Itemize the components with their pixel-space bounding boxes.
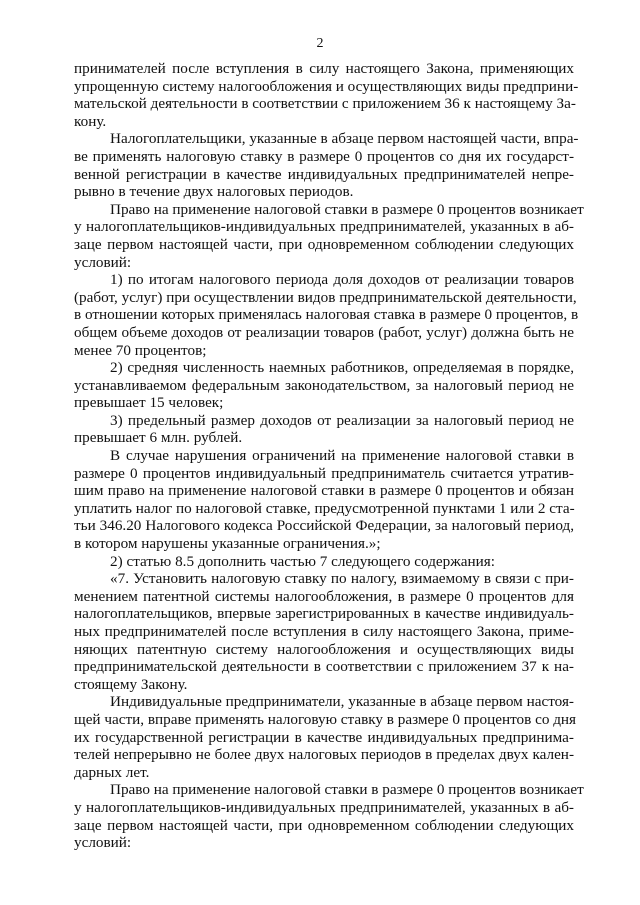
text-line: венной регистрации в качестве индивидуальных предпринимателей непре- bbox=[74, 165, 574, 183]
text-line: «7. Установить налоговую ставку по налогу, взимаемому в связи с при- bbox=[110, 570, 574, 588]
text-line: Право на применение налоговой ставки в размере 0 процентов возникает bbox=[110, 200, 584, 218]
text-line: предпринимательской деятельности в соответствии с приложением 37 к на- bbox=[74, 658, 574, 676]
text-line: (работ, услуг) при осуществлении видов предпринимательской деятельности, bbox=[74, 288, 577, 306]
text-line: 1) по итогам налогового периода доля доходов от реализации товаров bbox=[110, 271, 574, 289]
text-line: 2) статью 8.5 дополнить частью 7 следующего содержания: bbox=[110, 552, 495, 570]
text-line: 2) средняя численность наемных работников, определяемая в порядке, bbox=[110, 359, 574, 377]
page-number: 2 bbox=[316, 36, 324, 51]
text-line: у налогоплательщиков-индивидуальных предпринимателей, указанных в аб- bbox=[74, 798, 574, 816]
text-line: их государственной регистрации в качестве индивидуальных предпринима- bbox=[74, 728, 574, 746]
text-line: мательской деятельности в соответствии с приложением 36 к настоящему За- bbox=[74, 95, 576, 113]
text-line: заце первом настоящей части, при одновременном соблюдении следующих bbox=[74, 816, 574, 834]
text-line: ных предпринимателей после вступления в силу настоящего Закона, приме- bbox=[74, 623, 574, 640]
text-line: телей непрерывно не более двух налоговых периодов в пределах двух кален- bbox=[74, 746, 574, 764]
text-line: принимателей после вступления в силу настоящего Закона, применяющих bbox=[74, 60, 574, 77]
text-line: у налогоплательщиков-индивидуальных предпринимателей, указанных в аб- bbox=[74, 218, 574, 236]
text-line: стоящему Закону. bbox=[74, 675, 188, 693]
text-line: рывно в течение двух налоговых периодов. bbox=[74, 183, 354, 201]
text-line: тьи 346.20 Налогового кодекса Российской Федерации, за налоговый период, bbox=[74, 517, 574, 535]
text-line: ве применять налоговую ставку в размере 0 процентов со дня их государст- bbox=[74, 147, 574, 165]
text-line: менением патентной системы налогообложения, в размере 0 процентов для bbox=[74, 587, 574, 605]
text-line: менее 70 процентов; bbox=[74, 341, 207, 359]
text-line: кону. bbox=[74, 112, 107, 130]
text-line: Право на применение налоговой ставки в размере 0 процентов возникает bbox=[110, 781, 584, 799]
text-line: щей части, вправе применять налоговую ставку в размере 0 процентов со дня bbox=[74, 710, 577, 728]
text-line: дарных лет. bbox=[74, 763, 150, 781]
document-body bbox=[74, 60, 584, 852]
text-line: налогоплательщиков, впервые зарегистрированных в качестве индивидуаль- bbox=[74, 605, 574, 623]
text-line: превышает 6 млн. рублей. bbox=[74, 429, 243, 447]
text-line: Индивидуальные предприниматели, указанные в абзаце первом настоя- bbox=[110, 693, 574, 711]
text-line: Налогоплательщики, указанные в абзаце первом настоящей части, впра- bbox=[110, 130, 579, 148]
text-line: общем объеме доходов от реализации товаров (работ, услуг) должна быть не bbox=[74, 323, 574, 341]
text-line: превышает 15 человек; bbox=[74, 394, 224, 412]
text-line: упрощенную систему налогообложения и осуществляющих виды предприни- bbox=[74, 77, 579, 95]
text-line: заце первом настоящей части, при одновременном соблюдении следующих bbox=[74, 235, 574, 253]
text-line: шим право на применение налоговой ставки в размере 0 процентов и обязан bbox=[74, 482, 574, 500]
text-line: в отношении которых применялась налоговая ставка в размере 0 процентов, в bbox=[74, 306, 579, 324]
text-line: размере 0 процентов индивидуальный предприниматель считается утратив- bbox=[74, 464, 574, 482]
text-line: условий: bbox=[74, 253, 132, 271]
text-line: устанавливаемом федеральным законодательством, за налоговый период не bbox=[74, 376, 574, 394]
text-line: условий: bbox=[74, 834, 132, 852]
text-line: В случае нарушения ограничений на применение налоговой ставки в bbox=[110, 447, 574, 465]
text-line: уплатить налог по налоговой ставке, предусмотренной пунктами 1 или 2 ста- bbox=[74, 499, 575, 517]
text-line: 3) предельный размер доходов от реализации за налоговый период не bbox=[110, 411, 574, 429]
text-line: няющих патентную систему налогообложения и осуществляющих виды bbox=[74, 640, 574, 658]
text-line: в котором нарушены указанные ограничения.»; bbox=[74, 535, 381, 553]
